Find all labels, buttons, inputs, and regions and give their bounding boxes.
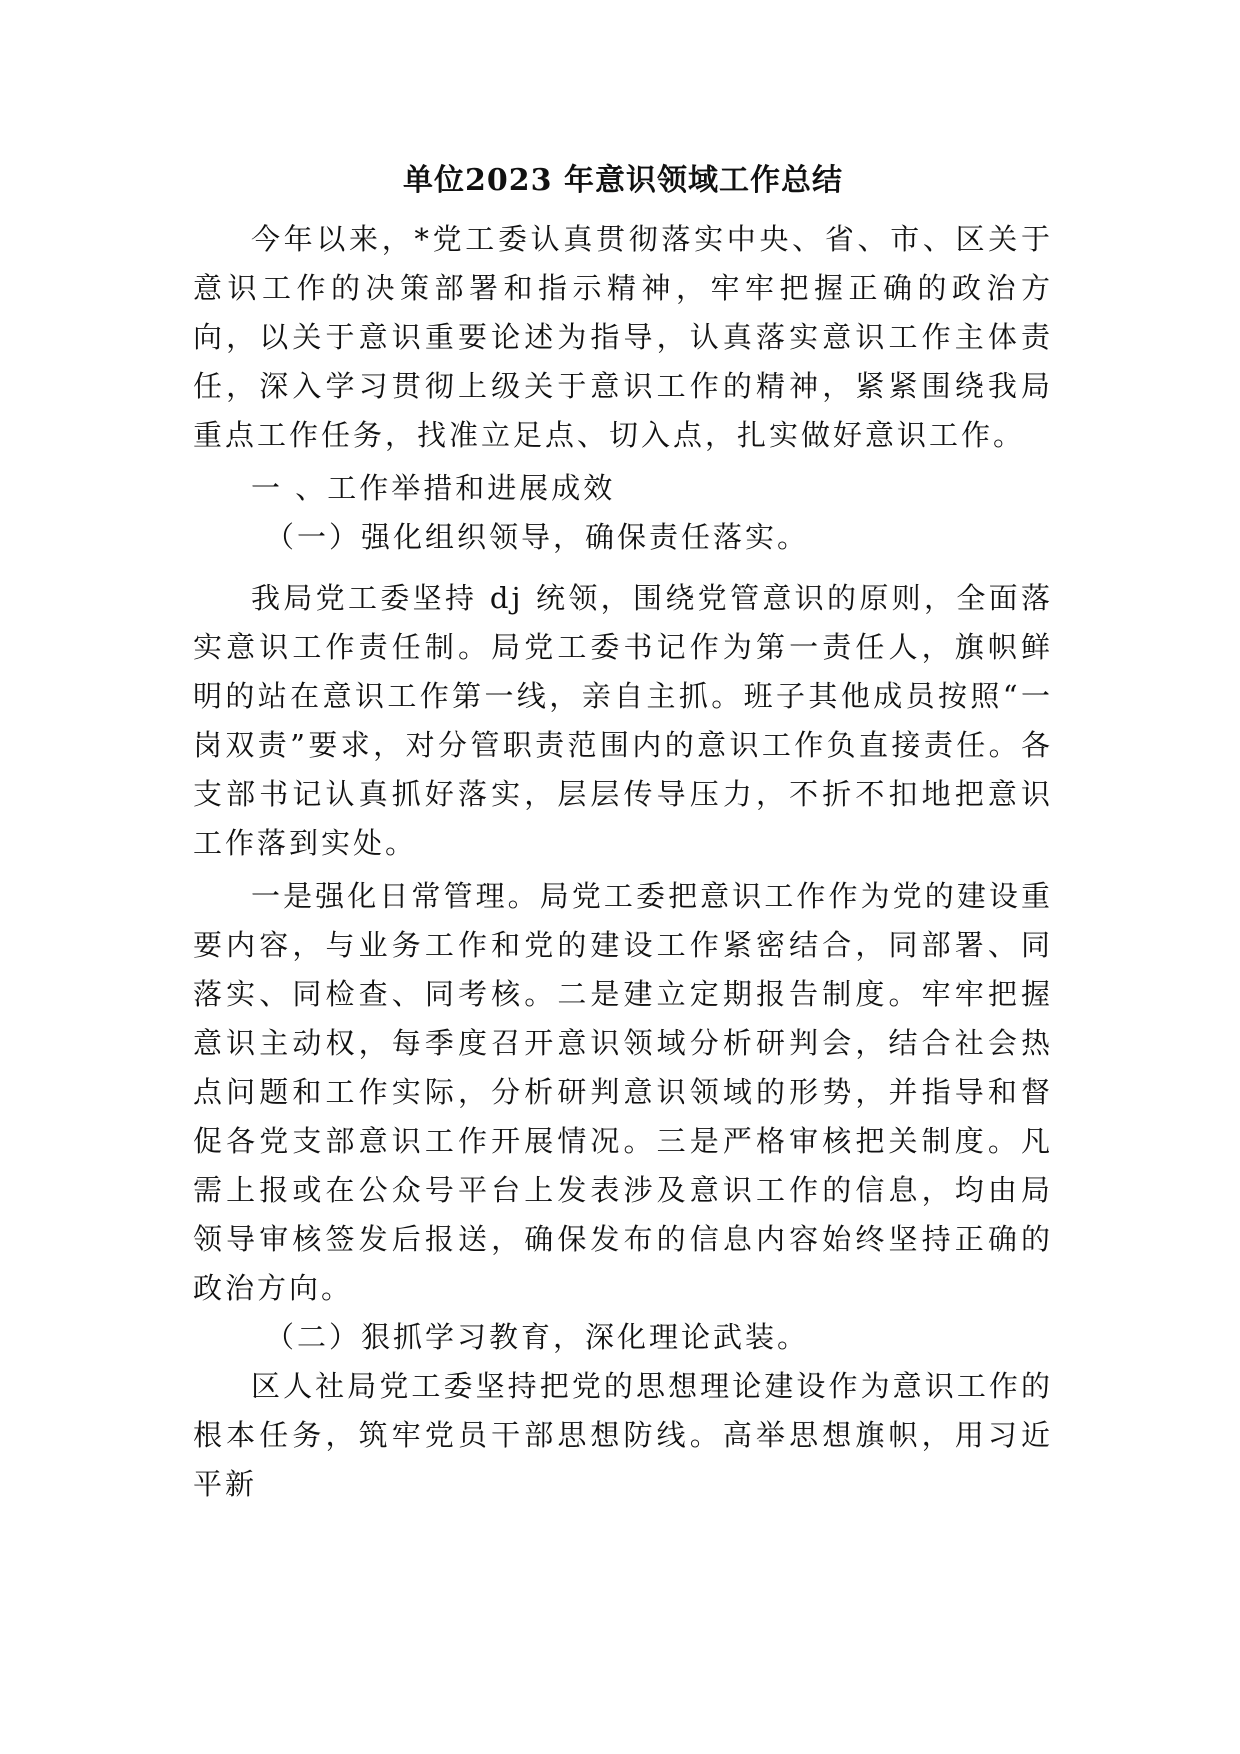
paragraph-responsibility: 我局党工委坚持 dj 统领，围绕党管意识的原则，全面落实意识工作责任制。局党工委书记作为第一责任人，旗帜鲜明的站在意识工作第一线，亲自主抓。班子其他成员按照“一岗双责”要求，对分管职责范围内的意识工作负直接责任。各支部书记认真抓好落实，层层传导压力，不折不扣地把意识工作落到实处。 xyxy=(193,581,1053,860)
intro-paragraph: 今年以来，*党工委认真贯彻落实中央、省、市、区关于意识工作的决策部署和指示精神，牢牢把握正确的政治方向，以关于意识重要论述为指导，认真落实意识工作主体责任，深入学习贯彻上级关于意识工作的精神，紧紧围绕我局重点工作任务，找准立足点、切入点，扎实做好意识工作。 xyxy=(193,222,1053,452)
paragraph-management: 一是强化日常管理。局党工委把意识工作作为党的建设重要内容，与业务工作和党的建设工作紧密结合，同部署、同落实、同检查、同考核。二是建立定期报告制度。牢牢把握意识主动权，每季度召开意识领域分析研判会，结合社会热点问题和工作实际，分析研判意识领域的形势，并指导和督促各党支部意识工作开展情况。三是严格审核把关制度。凡需上报或在公众号平台上发表涉及意识工作的信息，均由局领导审核签发后报送，确保发布的信息内容始终坚持正确的政治方向。 xyxy=(193,879,1053,1305)
document-body xyxy=(193,155,1053,1509)
section-1-heading: 一 、工作举措和进展成效 xyxy=(251,471,616,505)
subsection-2-heading: （二）狠抓学习教育，深化理论武装。 xyxy=(265,1320,810,1354)
subsection-1-heading: （一）强化组织领导，确保责任落实。 xyxy=(265,520,810,554)
document-title: 单位2023 年意识领域工作总结 xyxy=(403,163,843,198)
paragraph-theory: 区人社局党工委坚持把党的思想理论建设作为意识工作的根本任务，筑牢党员干部思想防线。高举思想旗帜，用习近平新 xyxy=(193,1369,1053,1501)
